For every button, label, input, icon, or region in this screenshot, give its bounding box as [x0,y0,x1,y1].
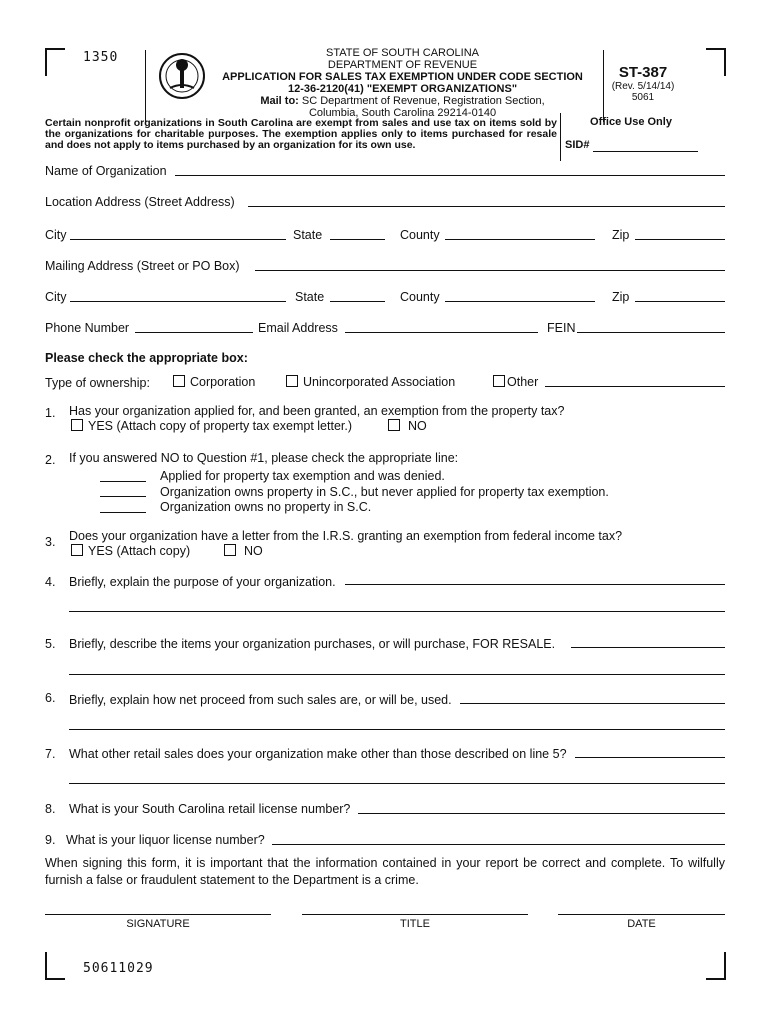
q3-yes-checkbox[interactable] [71,544,83,556]
header-title2: 12-36-2120(41) "EXEMPT ORGANIZATIONS" [287,83,518,95]
q1-num: 1. [45,406,56,420]
q1-no-checkbox[interactable] [388,419,400,431]
other-label: Other [507,375,539,389]
q1-yes-label: YES (Attach copy of property tax exempt letter.) [88,419,353,433]
q5-field-2[interactable] [69,674,725,675]
q3-text: Does your organization have a letter from the I.R.S. granting an exemption from federal income tax? [69,529,623,543]
mailing-label: Mailing Address (Street or PO Box) [45,259,240,273]
mail-line1: SC Department of Revenue, Registration Section, [301,95,545,107]
mailing-field[interactable] [255,270,725,271]
q2-num: 2. [45,453,56,467]
zip-label-1: Zip [612,228,630,242]
check-heading: Please check the appropriate box: [45,351,248,365]
q9-text: What is your liquor license number? [66,833,265,847]
ownership-corporation[interactable] [173,375,255,389]
intro-text: Certain nonprofit organizations in South Carolina are exempt from sales and use tax on items sold by the organizations for charitable purposes. The exemption applies only to items purchased for resale and does not apply to items purchased by an organization for its own use. [45,117,557,151]
q5-text: Briefly, describe the items your organization purchases, or will purchase, FOR RESALE. [69,637,556,651]
city-field-2[interactable] [70,301,286,302]
q2-b-line[interactable] [100,496,146,497]
corner-mark-top-left [45,48,65,76]
form-id-block [610,64,676,103]
date-line[interactable] [558,914,725,915]
q2-c-text: Organization owns no property in S.C. [160,500,372,514]
q9-num: 9. [45,833,56,847]
date-label: DATE [627,918,656,930]
q7-field-2[interactable] [69,783,725,784]
q3-yes[interactable] [71,544,190,558]
q4-field-1[interactable] [345,584,725,585]
state-label-1: State [293,228,323,242]
county-field-1[interactable] [445,239,595,240]
q7-text: What other retail sales does your organization make other than those described on line 5? [69,747,567,761]
state-field-1[interactable] [330,239,385,240]
mail-label: Mail to: [260,95,299,107]
zip-field-2[interactable] [635,301,725,302]
header-divider-right [603,50,604,122]
ownership-label: Type of ownership: [45,376,150,390]
signature-label: SIGNATURE [126,918,190,930]
other-field[interactable] [545,386,725,387]
header-title1: APPLICATION FOR SALES TAX EXEMPTION UNDER CODE SECTION [222,71,583,83]
fein-field[interactable] [577,332,725,333]
q8-num: 8. [45,802,56,816]
q5-field-1[interactable] [571,647,725,648]
q8-field[interactable] [358,813,725,814]
corporation-checkbox[interactable] [173,375,185,387]
corner-mark-bottom-left [45,952,65,980]
email-label: Email Address [258,321,338,335]
state-label-2: State [295,290,325,304]
ownership-other[interactable] [493,375,538,389]
header-dept: DEPARTMENT OF REVENUE [327,59,478,71]
q1-no[interactable] [388,419,427,433]
zip-field-1[interactable] [635,239,725,240]
header-mail [205,95,600,107]
org-name-label: Name of Organization [45,164,167,178]
q6-field-2[interactable] [69,729,725,730]
form-num: 5061 [631,92,655,103]
q1-yes-checkbox[interactable] [71,419,83,431]
county-label-1: County [400,228,440,242]
title-line[interactable] [302,914,528,915]
form-header [205,47,600,119]
county-field-2[interactable] [445,301,595,302]
mail-line2: Columbia, South Carolina 29214-0140 [308,107,497,119]
zip-label-2: Zip [612,290,630,304]
unincorporated-label: Unincorporated Association [303,375,456,389]
corner-mark-bottom-right [706,952,726,980]
q2-a-line[interactable] [100,481,146,482]
q3-num: 3. [45,535,56,549]
other-checkbox[interactable] [493,375,505,387]
q2-a-text: Applied for property tax exemption and was denied. [160,469,445,483]
q7-num: 7. [45,747,56,761]
title-label: TITLE [400,918,430,930]
q3-yes-label: YES (Attach copy) [88,544,191,558]
q2-text: If you answered NO to Question #1, please check the appropriate line: [69,451,459,465]
q6-text: Briefly, explain how net proceed from such sales are, or will be, used. [69,693,452,707]
header-divider-left [145,50,146,122]
office-use-title: Office Use Only [590,116,672,128]
q2-c-line[interactable] [100,512,146,513]
q9-field[interactable] [272,844,725,845]
org-name-field[interactable] [175,175,725,176]
q1-no-label: NO [408,419,427,433]
fein-label: FEIN [547,321,576,335]
sid-label: SID# [565,139,590,151]
warning-text: When signing this form, it is important that the information contained in your report be correct and complete. To wilfully furnish a false or fraudulent statement to the Department is a crime. [45,856,725,887]
q4-field-2[interactable] [69,611,725,612]
form-id: ST-387 [618,64,668,81]
q4-num: 4. [45,575,56,589]
city-label-2: City [45,290,67,304]
unincorporated-checkbox[interactable] [286,375,298,387]
q3-no-label: NO [244,544,263,558]
city-field-1[interactable] [70,239,286,240]
footer-code: 50611029 [83,961,154,976]
q1-yes[interactable] [71,419,352,433]
q1-text: Has your organization applied for, and been granted, an exemption from the property tax? [69,404,565,418]
state-field-2[interactable] [330,301,385,302]
q6-field-1[interactable] [460,703,725,704]
q2-b-text: Organization owns property in S.C., but never applied for property tax exemption. [160,485,609,499]
state-seal [158,52,206,100]
office-use-box [560,113,701,161]
form-rev: (Rev. 5/14/14) [611,81,675,92]
q3-no-checkbox[interactable] [224,544,236,556]
location-field[interactable] [248,206,725,207]
header-state: STATE OF SOUTH CAROLINA [326,47,479,59]
sid-line[interactable] [593,151,698,152]
q6-num: 6. [45,691,56,705]
corporation-label: Corporation [190,375,256,389]
signature-line[interactable] [45,914,271,915]
ownership-unincorporated[interactable] [286,375,455,389]
phone-field[interactable] [135,332,253,333]
q8-text: What is your South Carolina retail license number? [69,802,351,816]
q5-num: 5. [45,637,56,651]
email-field[interactable] [345,332,538,333]
q7-field-1[interactable] [575,757,725,758]
q3-no[interactable] [224,544,263,558]
city-label-1: City [45,228,67,242]
corner-mark-top-right [706,48,726,76]
location-label: Location Address (Street Address) [45,195,235,209]
phone-label: Phone Number [45,321,130,335]
q4-text: Briefly, explain the purpose of your organization. [69,575,336,589]
form-code: 1350 [83,50,119,65]
county-label-2: County [400,290,440,304]
